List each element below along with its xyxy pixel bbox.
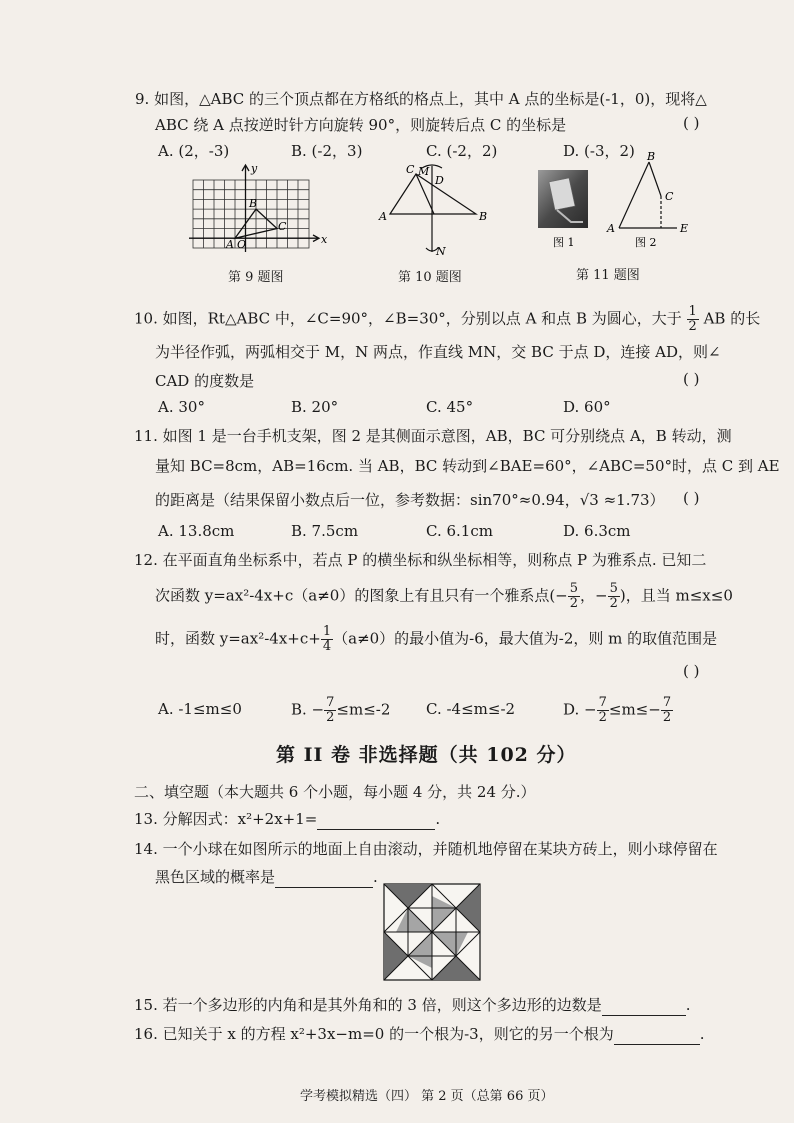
- q10-line1-pre: 10. 如图，Rt△ABC 中，∠C=90°，∠B=30°，分别以点 A 和点 B 为圆心，大于: [134, 309, 682, 328]
- q16-answer-blank[interactable]: [614, 1028, 700, 1045]
- q14-line2: [155, 866, 378, 888]
- fig11-caption: 第 11 题图: [576, 268, 640, 283]
- q12-option-b[interactable]: B. − $\frac{7}{2}$ ≤m≤-2: [291, 695, 391, 725]
- fig9-label-a: A: [226, 238, 234, 251]
- q15: [134, 994, 691, 1016]
- q9-option-a[interactable]: A. (2，-3): [158, 142, 230, 160]
- q9-line2: ABC 绕 A 点按逆时针方向旋转 90°，则旋转后点 C 的坐标是: [155, 116, 567, 134]
- q15-text: 15. 若一个多边形的内角和是其外角和的 3 倍，则这个多边形的边数是: [134, 996, 602, 1014]
- fig11-sub1: 图 1: [553, 236, 575, 249]
- q14-line1: 14. 一个小球在如图所示的地面上自由滚动，并随机地停留在某块方砖上，则小球停留在: [134, 840, 718, 858]
- q10-option-a[interactable]: A. 30°: [158, 398, 205, 416]
- q12-option-a[interactable]: A. -1≤m≤0: [158, 700, 242, 718]
- q12-line1: 12. 在平面直角坐标系中，若点 P 的横坐标和纵坐标相等，则称点 P 为雅系点. 已知二: [134, 551, 707, 569]
- q12-fraction-1-4: $\frac{1}{4}$: [322, 624, 332, 654]
- q10-option-b[interactable]: B. 20°: [291, 398, 339, 416]
- q11-option-b[interactable]: B. 7.5cm: [291, 522, 359, 540]
- fig10-triangle-figure: [370, 160, 500, 260]
- q12-line3: [155, 625, 717, 654]
- q12-option-d[interactable]: D. − $\frac{7}{2}$ ≤m≤− $\frac{7}{2}$: [563, 695, 672, 725]
- q13-text: 13. 分解因式：x²+2x+1=: [134, 810, 318, 828]
- fig10-label-d: D: [435, 174, 444, 187]
- fig11-sub2: 图 2: [635, 236, 657, 249]
- fig10-label-n: N: [436, 245, 446, 258]
- fig11-label-a: A: [607, 222, 615, 235]
- fig11-label-e: E: [680, 222, 689, 235]
- fig10-label-m: M: [418, 165, 430, 178]
- q12-line3-post: （a≠0）的最小值为-6，最大值为-2，则 m 的取值范围是: [333, 629, 718, 648]
- fig11-label-c: C: [665, 190, 674, 203]
- fig9-label-o: O: [237, 238, 247, 251]
- q10-fraction-half: $\frac{1}{2}$: [688, 304, 697, 334]
- q16-end: .: [699, 1025, 705, 1043]
- q10-line2: 为半径作弧，两弧相交于 M，N 两点，作直线 MN，交 BC 于点 D，连接 AD，则∠: [155, 343, 721, 361]
- q11-line1: 11. 如图 1 是一台手机支架，图 2 是其侧面示意图，AB，BC 可分别绕点 A，B 转动，测: [134, 427, 732, 445]
- q16-text: 16. 已知关于 x 的方程 x²+3x−m=0 的一个根为-3，则它的另一个根为: [134, 1025, 614, 1043]
- q14-answer-blank[interactable]: [275, 871, 373, 888]
- q9-option-b[interactable]: B. (-2，3): [291, 142, 363, 160]
- q12-line2-pre: 次函数 y=ax²-4x+c（a≠0）的图象上有且只有一个雅系点(−: [155, 586, 568, 605]
- q13-answer-blank[interactable]: [317, 813, 435, 830]
- q12-answer-paren: ( ): [683, 662, 700, 680]
- q11-option-c[interactable]: C. 6.1cm: [426, 522, 493, 540]
- fig9-label-x: x: [321, 233, 328, 246]
- q15-answer-blank[interactable]: [602, 999, 686, 1016]
- part2-title: 第 II 卷 非选择题（共 102 分）: [276, 744, 577, 766]
- q11-options: [158, 522, 718, 544]
- q11-option-d[interactable]: D. 6.3cm: [563, 522, 631, 540]
- q11-line2: 量知 BC=8cm，AB=16cm. 当 AB，BC 转动到∠BAE=60°，∠ABC=50°时，点 C 到 AE: [155, 457, 780, 475]
- q9-answer-paren: ( ): [683, 114, 700, 132]
- fig10-label-a: A: [379, 210, 387, 223]
- fig9-label-b: B: [249, 197, 258, 210]
- q10-line1-post: AB 的长: [703, 309, 761, 328]
- q12-option-c[interactable]: C. -4≤m≤-2: [426, 700, 516, 718]
- q9-line1: 9. 如图，△ABC 的三个顶点都在方格纸的格点上，其中 A 点的坐标是(-1，0)，现将△: [135, 90, 707, 108]
- q13-end: .: [435, 810, 441, 828]
- q12-line2: [155, 582, 733, 611]
- fig9-label-y: y: [251, 162, 258, 175]
- q12-options: [158, 696, 718, 726]
- q13: [134, 808, 440, 830]
- q12-line3-pre: 时，函数 y=ax²-4x+c+: [155, 629, 321, 648]
- q12-line2-mid: ，−: [580, 586, 608, 605]
- q12-fraction-5-2-a: $\frac{5}{2}$: [569, 581, 579, 611]
- fig10-label-b: B: [479, 210, 488, 223]
- q10-line1: [134, 305, 760, 334]
- q10-option-c[interactable]: C. 45°: [426, 398, 474, 416]
- fig10-caption: 第 10 题图: [398, 270, 462, 285]
- fig10-label-c: C: [406, 163, 415, 176]
- q10-option-d[interactable]: D. 60°: [563, 398, 611, 416]
- q11-option-a[interactable]: A. 13.8cm: [158, 522, 235, 540]
- page-footer: 学考模拟精选（四） 第 2 页（总第 66 页）: [300, 1089, 554, 1104]
- q14-end: .: [373, 868, 378, 886]
- q14-line2-text: 黑色区域的概率是: [155, 868, 276, 886]
- q15-end: .: [685, 996, 691, 1014]
- q12-fraction-5-2-b: $\frac{5}{2}$: [609, 581, 618, 611]
- q10-answer-paren: ( ): [683, 370, 700, 388]
- q14-tile-figure: [382, 882, 482, 982]
- fig11-figure: [535, 150, 705, 255]
- q11-answer-paren: ( ): [683, 489, 700, 507]
- fig9-grid-figure: [185, 160, 335, 255]
- q10-options: [158, 398, 718, 420]
- q11-line3: 的距离是（结果保留小数点后一位，参考数据：sin70°≈0.94，√3 ≈1.73）: [155, 491, 665, 509]
- q9-option-c[interactable]: C. (-2，2): [426, 142, 498, 160]
- q10-line3: CAD 的度数是: [155, 372, 255, 390]
- fig9-label-c: C: [278, 220, 287, 233]
- q12-line2-post: )，且当 m≤x≤0: [619, 586, 733, 605]
- fig11-label-b: B: [647, 150, 656, 163]
- sec2-heading: 二、填空题（本大题共 6 个小题，每小题 4 分，共 24 分.）: [134, 783, 536, 801]
- q9-option-d[interactable]: D. (-3，2): [563, 142, 635, 160]
- q16: [134, 1023, 705, 1045]
- fig9-caption: 第 9 题图: [228, 270, 284, 285]
